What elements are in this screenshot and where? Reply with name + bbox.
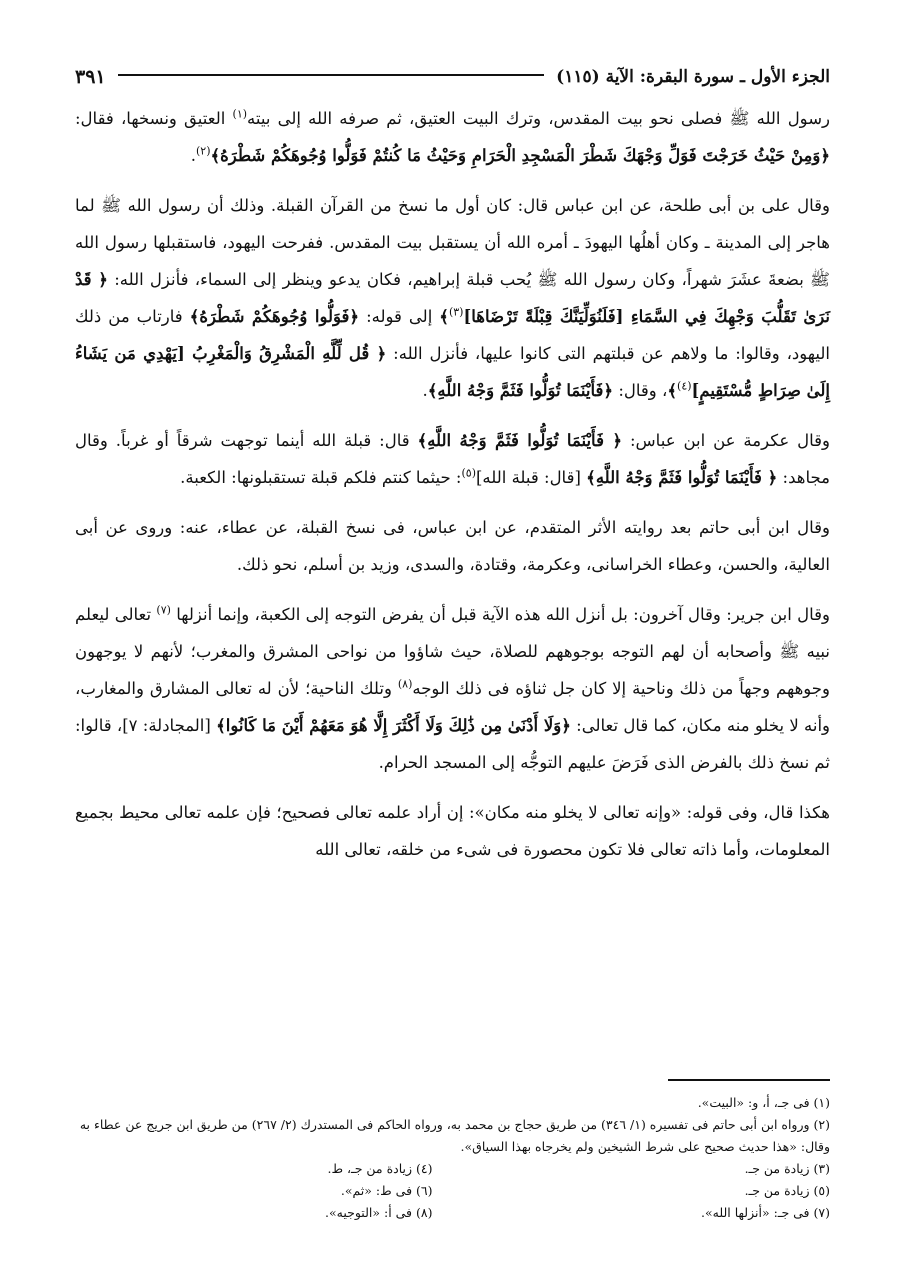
text-run: [المجادلة: ٧]، قالوا: ثم نسخ ذلك بالفرض الذى فَرَضَ عليهم التوجُّه إلى المسجد الحرام.: [75, 716, 830, 772]
footnote-6: (٦) فى ط: «ثم».: [340, 1183, 433, 1198]
text-run: فارتاب من ذلك اليهود، وقالوا: ما ولاهم عن قبلتهم التى كانوا عليها، فأنزل الله:: [75, 307, 830, 363]
text-run: وقال عكرمة عن ابن عباس:: [622, 431, 830, 450]
text-run: تعالى ليعلم نبيه ﷺ وأصحابه أن لهم التوجه بوجوههم للصلاة، حيث شاؤوا من نواحى المشرق والمغرب؛ لأنهم لا يوجهون وجوههم وجهاً من ذلك وناحية إلا كان جل ثناؤه فى ذلك الوجه: [75, 605, 830, 698]
quran-verse: ﴿وَلَا أَدْنَىٰ مِن ذَٰلِكَ وَلَا أَكْثَرَ إِلَّا هُوَ مَعَهُمْ أَيْنَ مَا كَانُوا﴾: [216, 716, 571, 735]
quran-verse: ﴿فَوَلُّوا وُجُوهَكُمْ شَطْرَهُ﴾: [189, 307, 360, 326]
footnote-5: (٥) زيادة من جـ.: [744, 1183, 830, 1198]
footnote-ref: (٨): [397, 677, 413, 691]
paragraph: [75, 509, 830, 583]
text-run: .: [422, 381, 428, 400]
text-run: إلى قوله:: [359, 307, 440, 326]
book-page: [75, 60, 830, 1220]
quran-verse: ﴿ قُل لِّلَّهِ الْمَشْرِقُ وَالْمَغْرِبُ [يَهْدِي مَن يَشَاءُ إِلَىٰ صِرَاطٍ مُّسْتَقِيمٍ]: [75, 344, 830, 400]
quran-verse: ﴿ قَدْ نَرَىٰ تَقَلُّبَ وَجْهِكَ فِي السَّمَاءِ [فَلَنُوَلِّيَنَّكَ قِبْلَةً تَرْضَاهَا]: [75, 270, 830, 326]
quran-verse: ﴾: [439, 307, 449, 326]
footnote-grid: [75, 1158, 830, 1224]
body-text: [75, 100, 830, 868]
text-run: وقال ابن جرير: وقال آخرون: بل أنزل الله هذه الآية قبل أن يفرض التوجه إلى الكعبة، وإنما أنزلها: [170, 605, 830, 624]
footnote-3: (٣) زيادة من جـ.: [744, 1161, 830, 1176]
text-run: [قال: قبلة الله]: [475, 468, 587, 487]
text-run: رسول الله ﷺ فصلى نحو بيت المقدس، وترك البيت العتيق، ثم صرفه الله إلى بيته: [247, 109, 830, 128]
footnote-ref: (١): [232, 107, 248, 121]
paragraph: [75, 187, 830, 409]
footnotes: [75, 1092, 830, 1224]
footnote-ref: (٢): [195, 144, 211, 158]
text-run: قال: قبلة الله أينما توجهت شرقاً أو غرباً. وقال مجاهد:: [75, 431, 830, 487]
quran-verse: ﴿فَأَيْنَمَا تُوَلُّوا فَثَمَّ وَجْهُ اللَّهِ﴾: [427, 381, 614, 400]
footnote-separator: [668, 1079, 830, 1081]
text-run: ، وقال:: [613, 381, 668, 400]
paragraph: [75, 794, 830, 868]
paragraph: [75, 100, 830, 174]
footnote-2: (٢) ورواه ابن أبى حاتم فى تفسيره (١/ ٣٤٦) من طريق حجاج بن محمد به، ورواه الحاكم فى المستدرك (٢/ ٢٦٧) من طريق ابن جريج عن عطاء به وقال: «هذا حديث صحيح على شرط الشيخين ولم يخرجاه بهذا السياق».: [79, 1117, 830, 1154]
footnote-ref: (٣): [448, 305, 464, 319]
quran-verse: ﴿ فَأَيْنَمَا تُوَلُّوا فَثَمَّ وَجْهُ اللَّهِ﴾: [586, 468, 778, 487]
footnote-1: (١) فى جـ، أ، و: «البيت».: [697, 1095, 830, 1110]
text-run: وقال ابن أبى حاتم بعد روايته الأثر المتقدم، عن ابن عباس، فى نسخ القبلة، عن عطاء، عنه: وروى عن أبى العالية، والحسن، وعطاء الخراسانى، وعكرمة، وقتادة، والسدى، وزيد بن أسلم، نحو ذلك.: [75, 518, 830, 574]
quran-verse: ﴿وَمِنْ حَيْثُ خَرَجْتَ فَوَلِّ وَجْهَكَ شَطْرَ الْمَسْجِدِ الْحَرَامِ وَحَيْثُ مَا كُنتُمْ فَوَلُّوا وُجُوهَكُمْ شَطْرَهُ﴾: [210, 146, 830, 165]
footnote-ref: (٧): [156, 603, 171, 617]
running-title: الجزء الأول ـ سورة البقرة: الآية (١١٥): [556, 67, 830, 87]
footnote-ref: (٤): [677, 379, 692, 393]
footnote-7: (٧) فى جـ: «أنزلها الله».: [701, 1205, 830, 1220]
text-run: وقال على بن أبى طلحة، عن ابن عباس قال: كان أول ما نسخ من القرآن القبلة. وذلك أن رسول الله ﷺ لما هاجر إلى المدينة ـ وكان أهلُها اليهودَ ـ أمره الله أن يستقبل بيت المقدس. ففرحت اليهود، فاستقبلها رسول الله ﷺ بضعةَ عشَرَ شهراً، وكان رسول الله ﷺ يُحب قبلة إبراهيم، فكان يدعو وينظر إلى السماء، فأنزل الله:: [75, 196, 830, 289]
page-number: ٣٩١: [75, 66, 106, 88]
text-run: العتيق ونسخها، فقال:: [75, 109, 233, 128]
footnote-4: (٤) زيادة من جـ، ط.: [327, 1161, 433, 1176]
running-header: [75, 60, 830, 94]
footnote-ref: (٥): [461, 466, 476, 480]
text-run: وتلك الناحية؛ لأن له تعالى المشارق والمغارب، وأنه لا يخلو منه مكان، كما قال تعالى:: [75, 679, 830, 735]
paragraph: [75, 422, 830, 496]
text-run: هكذا قال، وفى قوله: «وإنه تعالى لا يخلو منه مكان»: إن أراد علمه تعالى فصحيح؛ فإن علمه تعالى محيط بجميع المعلومات، وأما ذاته تعالى فلا تكون محصورة فى شىء من خلقه، تعالى الله: [75, 803, 830, 859]
quran-verse: ﴾: [667, 381, 678, 400]
quran-verse: ﴿ فَأَيْنَمَا تُوَلُّوا فَثَمَّ وَجْهُ اللَّهِ﴾: [417, 431, 623, 450]
footnote-8: (٨) فى أ: «التوجيه».: [325, 1205, 433, 1220]
header-rule: [118, 74, 545, 76]
paragraph: [75, 596, 830, 781]
text-run: .: [190, 146, 196, 165]
text-run: : حيثما كنتم فلكم قبلة تستقبلونها: الكعبة.: [180, 468, 462, 487]
